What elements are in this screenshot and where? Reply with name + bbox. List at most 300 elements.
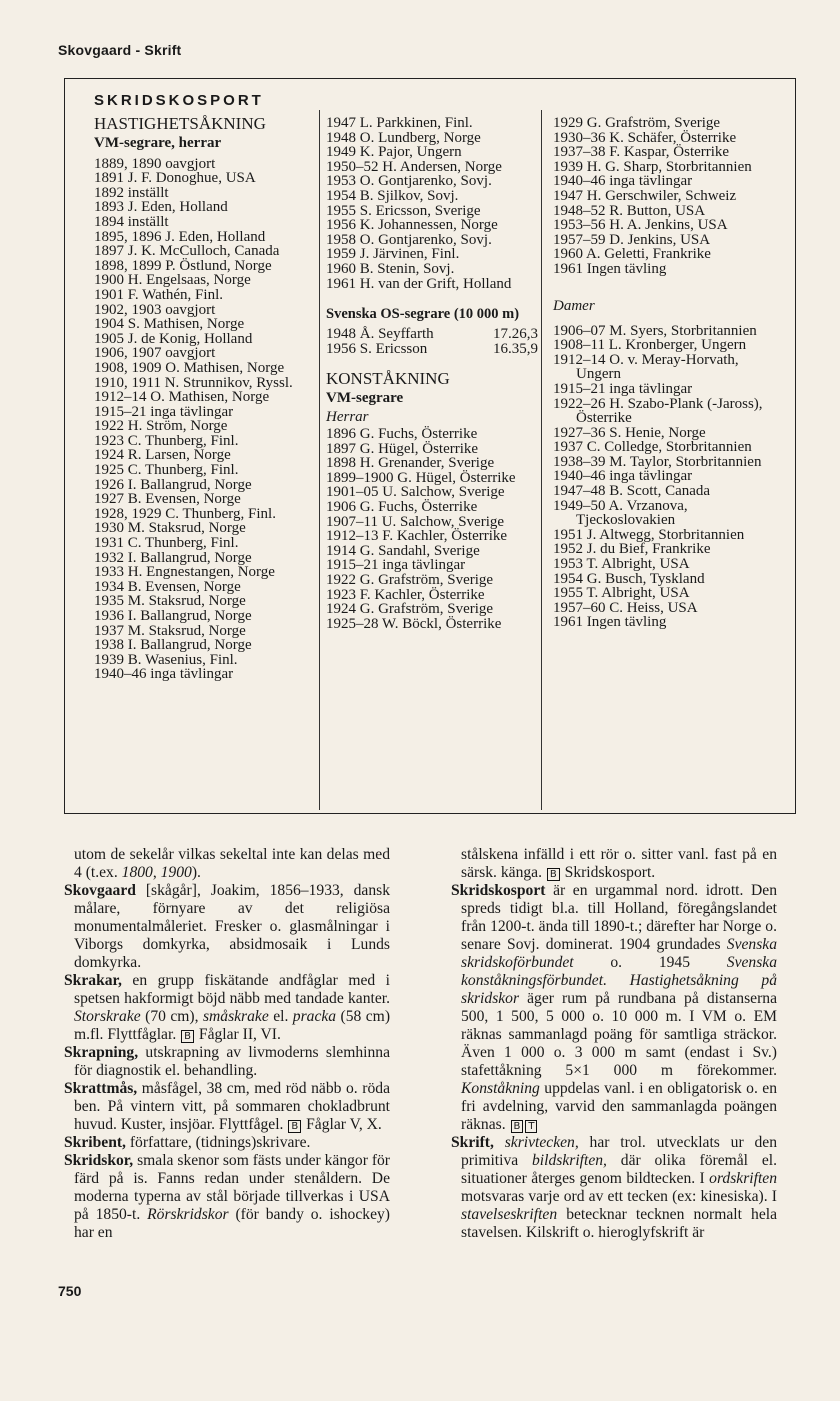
winner-entry: [553, 469, 777, 484]
entry-winner: C. Colledge, Storbritannien: [586, 439, 752, 456]
column-divider: [319, 110, 320, 810]
entry-winner: L. Kronberger, Ungern: [608, 337, 747, 354]
entry-time: 16.35,9: [493, 340, 538, 357]
subheading: VM-segrare, herrar: [94, 134, 222, 151]
winner-entry: [94, 376, 316, 391]
entry-winner: S. Henie, Norge: [609, 424, 706, 441]
entry-year: 1895, 1896: [94, 228, 162, 245]
winner-entry: [94, 346, 316, 361]
entry-year: 1930: [94, 520, 124, 537]
entry-winner: R. Button, USA: [609, 202, 706, 219]
winner-entry: [326, 174, 538, 189]
entry-winner: G. Hügel, Österrike: [359, 440, 479, 457]
winner-entry: [94, 638, 316, 653]
winner-entry: [326, 233, 538, 248]
entry-year: 1959: [326, 246, 356, 263]
entry-skrapning: Skrapning, utskrapning av livmoderns slemhinna för diagnostik el. behandling.: [64, 1044, 390, 1079]
winner-entry: [553, 557, 777, 572]
winner-entry: [94, 273, 316, 288]
entry-winner: B. Evensen, Norge: [127, 491, 241, 508]
entry-year: 1894: [94, 213, 124, 230]
entry-winner: F. Wathén, Finl.: [127, 286, 223, 303]
entry-year: 1929: [553, 115, 583, 131]
entry-year: 1930–36: [553, 129, 606, 146]
winner-entry: [326, 617, 538, 632]
entry-year: 1960: [553, 246, 583, 263]
entry-winner: M. Staksrud, Norge: [127, 520, 246, 537]
entry-winner: H. Engelsaas, Norge: [127, 272, 251, 289]
entry-winner: M. Taylor, Storbritannien: [609, 453, 762, 470]
entry-winner: inga tävlingar: [150, 403, 234, 420]
entry-year: 1940–46: [94, 666, 147, 683]
entry-year: 1931: [94, 535, 124, 552]
entry-year: 1915–21: [553, 380, 606, 397]
winner-entry: [553, 174, 777, 189]
entry-winner: B. Stenin, Sovj.: [359, 260, 455, 277]
entry-year: 1947: [553, 187, 583, 204]
winner-entry: [94, 653, 316, 668]
winner-entry: [94, 478, 316, 493]
entry-year: 1901: [94, 286, 124, 303]
entry-year: 1907–11: [326, 513, 378, 530]
entry-winner: J. Altwegg, Storbritannien: [586, 526, 745, 543]
os-winners-list: [326, 327, 538, 356]
os-heading: Svenska OS-segrare (10 000 m): [326, 306, 520, 323]
entry-year: 1935: [94, 593, 124, 610]
winner-entry: [326, 558, 538, 573]
column-divider: [541, 110, 542, 810]
entry-year: 1953–56: [553, 217, 606, 234]
winner-entry: [553, 145, 777, 160]
entry-winner: I. Ballangrud, Norge: [127, 637, 252, 654]
entry-year: 1937–38: [553, 144, 606, 161]
entry-winner: C. Thunberg, Finl.: [127, 432, 239, 449]
entry-winner: inga tävlingar: [382, 557, 466, 574]
entry-year: 1898, 1899: [94, 257, 162, 274]
picture-reference-icon: B: [511, 1120, 524, 1133]
winner-entry: [553, 218, 777, 233]
winners-list: [326, 116, 538, 291]
winner-entry: [94, 186, 316, 201]
entry-winner: W. Böckl, Österrike: [381, 615, 502, 632]
category-label: Herrar: [326, 409, 369, 426]
picture-reference-icon: B: [288, 1120, 301, 1133]
winner-entry: [553, 189, 777, 204]
entry-winner: oavgjort: [165, 155, 216, 172]
entry-year: 1950–52: [326, 158, 379, 175]
winner-entry: [94, 448, 316, 463]
entry-winner: C. Thunberg, Finl.: [165, 505, 276, 522]
winners-list: [326, 427, 538, 631]
winner-entry: [94, 434, 316, 449]
entry-winner: Ingen tävling: [586, 260, 667, 277]
entry-year: 1933: [94, 564, 124, 581]
entry-winner: inga tävlingar: [609, 173, 693, 190]
entry-year: 1953: [326, 173, 356, 190]
box-title: SKRIDSKOSPORT: [94, 92, 264, 109]
winner-entry: [326, 160, 538, 175]
winner-entry: [553, 160, 777, 175]
entry-winner: inställt: [127, 184, 169, 201]
entry-winner: H. Grenander, Sverige: [359, 455, 495, 472]
entry-year: 1922: [326, 572, 356, 589]
entry-winner: O. Mathisen, Norge: [150, 389, 270, 406]
entry-year: 1906, 1907: [94, 345, 162, 362]
entry-year: 1937: [553, 439, 583, 456]
entry-year: 1912–13: [326, 528, 379, 545]
entry-winner: inga tävlingar: [609, 468, 693, 485]
entry-winner: F. Kachler, Österrike: [382, 528, 508, 545]
entry-year: 1937: [94, 622, 124, 639]
winners-list: [94, 157, 316, 682]
entry-year: 1892: [94, 184, 124, 201]
entry-year: 1926: [94, 476, 124, 493]
running-head: Skovgaard - Skrift: [58, 42, 182, 58]
winner-entry: [326, 588, 538, 603]
winner-entry: [94, 521, 316, 536]
entry-year: 1914: [326, 542, 356, 559]
entry-year: 1940–46: [553, 468, 606, 485]
winners-list: [553, 324, 777, 630]
entry-winner: G. Fuchs, Österrike: [359, 426, 478, 443]
entry-year: 1936: [94, 608, 124, 624]
entry-continuation: stålskena infälld i ett rör o. sitter vanl. fast på en särsk. känga. B Skridskosport.: [461, 846, 777, 881]
entry-year: 1960: [326, 260, 356, 277]
winner-entry: [94, 244, 316, 259]
winner-entry: [326, 247, 538, 262]
winner-entry: [326, 189, 538, 204]
entry-year: 1951: [553, 526, 583, 543]
entry-year: 1893: [94, 199, 124, 216]
entry-winner: C. Thunberg, Finl.: [127, 535, 239, 552]
entry-winner: I. Ballangrud, Norge: [127, 608, 252, 624]
entry-year: 1956: [326, 340, 356, 357]
entry-winner: G. Grafström, Sverige: [359, 601, 494, 618]
entry-winner: I. Ballangrud, Norge: [127, 476, 252, 493]
entry-skridskosport: Skridskosport är en urgammal nord. idrott. Den spreds tidigt bl.a. till Holland, föregångslandet från 1200-t. ända till 1890-t.; därefter har Norge o. senare Sovj. dominerat. 1904 grundades Svenska skridskoförbundet o. 1945 Svenska konståkningsförbundet. Hastighetsåkning på skridskor äger rum på rundbana på distanserna 500, 1 500, 5 000 o. 10 000 m. I VM o. EM räknas sammanlagd poäng för samtliga sträckor. Även 1 000 o. 3 000 m samt (endast i Sv.) stafettåkning 5×1 000 m förekommer. Konståkning uppdelas vanl. i en obligatorisk o. en fri avdelning, varvid den sammanlagda poängen räknas. B T: [451, 882, 777, 1133]
winner-entry: [553, 324, 777, 339]
entry-year: 1901–05: [326, 484, 379, 501]
entry-year: 1952: [553, 541, 583, 558]
winner-entry: [326, 529, 538, 544]
entry-winner: L. Parkkinen, Finl.: [359, 115, 473, 131]
entry-year: 1954: [326, 187, 356, 204]
entry-winner: M. Staksrud, Norge: [127, 622, 246, 639]
entry-skrift: Skrift, skrivtecken, har trol. utvecklats ur den primitiva bildskriften, där olika föremål el. situationer återges genom bildtecken. I ordskriften motsvaras varje ord av ett tecken (ex: kinesiska). I stavelseskriften betecknar tecknen normalt hela stavelsen. Kilskrift o. hieroglyfskrift är: [451, 1134, 777, 1241]
entry-year: 1923: [326, 586, 356, 603]
winner-entry: [94, 171, 316, 186]
os-winner-entry: [326, 327, 538, 342]
entry-year: 1915–21: [326, 557, 379, 574]
winner-entry: [94, 288, 316, 303]
winner-entry: [553, 615, 777, 630]
entry-winner: M. Staksrud, Norge: [127, 593, 246, 610]
winner-entry: [553, 262, 777, 277]
entry-year: 1947–48: [553, 483, 606, 500]
entry-winner: H. Szabo-Plank (-Jaross), Österrike: [576, 395, 763, 427]
winner-entry: [94, 507, 316, 522]
winner-entry: [553, 572, 777, 587]
entry-year: 1927: [94, 491, 124, 508]
entry-winner: J. K. McCulloch, Canada: [127, 243, 280, 260]
entry-skrakar: Skrakar, en grupp fiskätande andfåglar med i spetsen hakformigt böjd näbb med tandade kanter. Storskrake (70 cm), småskrake el. pracka (58 cm) m.fl. Flyttfåglar. B Fåglar II, VI.: [64, 972, 391, 1043]
entry-winner: oavgjort: [165, 345, 216, 362]
entry-winner: O. Lundberg, Norge: [359, 129, 481, 146]
winner-entry: [553, 426, 777, 441]
entry-winner: D. Jenkins, USA: [609, 231, 711, 248]
entry-year: 1938: [94, 637, 124, 654]
winner-entry: [553, 116, 777, 131]
winner-entry: [553, 247, 777, 262]
entry-skribent: Skribent, författare, (tidnings)skrivare.: [64, 1134, 311, 1151]
winner-entry: [94, 317, 316, 332]
entry-year: 1924: [326, 601, 356, 618]
entry-year: 1912–14: [94, 389, 147, 406]
entry-year: 1912–14: [553, 351, 606, 368]
entry-winner: K. Pajor, Ungern: [359, 144, 462, 161]
entry-winner: G. Fuchs, Österrike: [359, 499, 478, 516]
winner-entry: [94, 624, 316, 639]
entry-winner: Ingen tävling: [586, 614, 667, 631]
entry-winner: C. Thunberg, Finl.: [127, 462, 239, 479]
entry-winner: O. Gontjarenko, Sovj.: [359, 173, 492, 190]
entry-year: 1949: [326, 144, 356, 161]
entry-winner: B. Sjilkov, Sovj.: [359, 187, 459, 204]
subheading: VM-segrare: [326, 390, 404, 407]
winner-entry: [94, 565, 316, 580]
category-label: Damer: [553, 297, 595, 314]
entry-year: 1961: [326, 275, 356, 292]
entry-year: 1925–28: [326, 615, 379, 632]
entry-winner: H. G. Sharp, Storbritannien: [586, 158, 752, 175]
entry-winner: F. Kachler, Österrike: [359, 586, 485, 603]
entry-year: 1934: [94, 578, 124, 595]
section-heading: KONSTÅKNING: [326, 369, 450, 389]
entry-year: 1891: [94, 170, 124, 187]
entry-winner: F. Kaspar, Österrike: [609, 144, 730, 161]
table-column-1: [94, 94, 316, 682]
entry-winner: R. Larsen, Norge: [127, 447, 231, 464]
winner-entry: [94, 419, 316, 434]
entry-year: 1949–50: [553, 497, 606, 514]
entry-year: 1897: [94, 243, 124, 260]
entry-year: 1939: [553, 158, 583, 175]
entry-year: 1889, 1890: [94, 155, 162, 172]
entry-winner: T. Albright, USA: [586, 585, 690, 602]
winner-entry: [553, 204, 777, 219]
entry-year: 1915–21: [94, 403, 147, 420]
entry-year: 1896: [326, 426, 356, 443]
winner-entry: [94, 215, 316, 230]
entry-year: 1939: [94, 651, 124, 668]
winner-entry: [326, 456, 538, 471]
entry-winner: U. Salchow, Sverige: [382, 484, 505, 501]
entry-year: 1898: [326, 455, 356, 472]
entry-winner: inga tävlingar: [609, 380, 693, 397]
entry-winner: O. Gontjarenko, Sovj.: [359, 231, 492, 248]
entry-year: 1957–60: [553, 599, 606, 616]
entry-winner: J. Eden, Holland: [127, 199, 228, 216]
winners-list: [553, 116, 777, 277]
entry-winner: K. Johannessen, Norge: [359, 217, 498, 234]
os-winner-entry: [326, 342, 538, 357]
entry-winner: J. F. Donoghue, USA: [127, 170, 256, 187]
picture-reference-icon: B: [547, 868, 560, 881]
entry-year: 1938–39: [553, 453, 606, 470]
winner-entry: [94, 200, 316, 215]
entry-winner: inställt: [127, 213, 169, 230]
winner-entry: [326, 262, 538, 277]
winner-entry: [553, 601, 777, 616]
entry-winner: A. Vrzanova, Tjeckoslovakien: [576, 497, 688, 529]
body-column-right: [451, 846, 777, 1242]
winner-entry: [326, 544, 538, 559]
entry-year: 1922–26: [553, 395, 606, 412]
entry-year: 1928, 1929: [94, 505, 162, 522]
winner-entry: [326, 427, 538, 442]
winner-entry: [326, 442, 538, 457]
winner-entry: [94, 492, 316, 507]
entry-winner: S. Ericsson, Sverige: [359, 202, 481, 219]
body-column-left: [64, 846, 390, 1242]
winner-entry: [326, 204, 538, 219]
entry-year: 1961: [553, 260, 583, 277]
table-column-2: [326, 116, 538, 631]
entry-winner: C. Heiss, USA: [609, 599, 698, 616]
entry-year: 1906: [326, 499, 356, 516]
entry-year: 1948–52: [553, 202, 606, 219]
winner-entry: [553, 440, 777, 455]
winner-entry: [326, 145, 538, 160]
entry-winner: O. Mathisen, Norge: [165, 359, 285, 376]
entry-year: 1958: [326, 231, 356, 248]
entry-winner: G. Hügel, Österrike: [397, 469, 516, 486]
entry-winner: Å. Seyffarth: [359, 325, 434, 342]
winner-entry: [553, 131, 777, 146]
winner-entry: [326, 277, 538, 292]
entry-year: 1925: [94, 462, 124, 479]
entry-year: 1954: [553, 570, 583, 587]
section-heading: HASTIGHETSÅKNING: [94, 113, 266, 133]
winner-entry: [326, 485, 538, 500]
winner-entry: [553, 542, 777, 557]
entry-year: 1940–46: [553, 173, 606, 190]
entry-winner: oavgjort: [165, 301, 216, 318]
entry-year: 1908, 1909: [94, 359, 162, 376]
winner-entry: [326, 602, 538, 617]
entry-year: 1948: [326, 325, 356, 342]
entry-year: 1910, 1911: [94, 374, 161, 391]
winner-entry: [326, 573, 538, 588]
winner-entry: [326, 500, 538, 515]
entry-winner: B. Evensen, Norge: [127, 578, 241, 595]
entry-winner: H. A. Jenkins, USA: [609, 217, 728, 234]
entry-winner: H. Ström, Norge: [127, 418, 228, 435]
winner-entry: [553, 382, 777, 397]
winner-entry: [553, 586, 777, 601]
winner-entry: [94, 594, 316, 609]
entry-year: 1908–11: [553, 337, 605, 354]
winner-entry: [94, 580, 316, 595]
entry-winner: M. Syers, Storbritannien: [609, 322, 757, 339]
entry-year: 1948: [326, 129, 356, 146]
entry-year: 1906–07: [553, 322, 606, 339]
winner-entry: [94, 332, 316, 347]
entry-year: 1953: [553, 556, 583, 573]
entry-year: 1899–1900: [326, 469, 394, 486]
winner-entry: [94, 361, 316, 376]
winner-entry: [94, 536, 316, 551]
winner-entry: [94, 259, 316, 274]
page-number: 750: [58, 1283, 82, 1299]
winner-entry: [94, 667, 316, 682]
winner-entry: [94, 157, 316, 172]
entry-winner: O. v. Meray-Horvath, Ungern: [576, 351, 739, 383]
entry-winner: H. Andersen, Norge: [382, 158, 502, 175]
entry-year: 1922: [94, 418, 124, 435]
winner-entry: [326, 471, 538, 486]
entry-year: 1932: [94, 549, 124, 566]
table-column-3: [553, 116, 777, 630]
entry-winner: T. Albright, USA: [586, 556, 690, 573]
winner-entry: [94, 303, 316, 318]
entry-winner: H. Engnestangen, Norge: [127, 564, 275, 581]
entry-winner: G. Grafström, Sverige: [586, 115, 721, 131]
winner-entry: [94, 390, 316, 405]
entry-winner: G. Busch, Tyskland: [586, 570, 705, 587]
winner-entry: [326, 218, 538, 233]
entry-winner: J. du Bief, Frankrike: [586, 541, 711, 558]
winner-entry: [553, 353, 777, 382]
winner-entry: [553, 233, 777, 248]
entry-year: 1904: [94, 316, 124, 333]
entry-winner: B. Scott, Canada: [609, 483, 711, 500]
winner-entry: [94, 405, 316, 420]
entry-winner: I. Ballangrud, Norge: [127, 549, 252, 566]
entry-year: 1957–59: [553, 231, 606, 248]
entry-skridskor: Skridskor, smala skenor som fästs under kängor för färd på is. Fanns redan under stenåldern. De moderna typerna av stål började tillverkas i USA på 1850-t. Rörskridskor (för bandy o. ishockey) har en: [64, 1152, 391, 1241]
entry-year: 1955: [326, 202, 356, 219]
entry-year: 1947: [326, 115, 356, 131]
winner-entry: [94, 463, 316, 478]
entry-winner: P. Östlund, Norge: [165, 257, 272, 274]
winner-entry: [553, 484, 777, 499]
entry-year: 1897: [326, 440, 356, 457]
entry-year: 1956: [326, 217, 356, 234]
entry-winner: inga tävlingar: [150, 666, 234, 683]
entry-year: 1905: [94, 330, 124, 347]
entry-winner: N. Strunnikov, Ryssl.: [164, 374, 293, 391]
winner-entry: [553, 455, 777, 470]
winner-entry: [94, 551, 316, 566]
winner-entry: [553, 338, 777, 353]
entry-year: 1902, 1903: [94, 301, 162, 318]
entry-winner: J. Järvinen, Finl.: [359, 246, 460, 263]
entry-year: 1927–36: [553, 424, 606, 441]
entry-winner: S. Ericsson: [359, 340, 428, 357]
picture-reference-icon: B: [181, 1030, 194, 1043]
winner-entry: [553, 397, 777, 426]
entry-continuation: utom de sekelår vilkas sekeltal inte kan delas med 4 (t.ex. 1800, 1900).: [74, 846, 390, 881]
winner-entry: [94, 230, 316, 245]
winner-entry: [94, 609, 316, 624]
entry-winner: A. Geletti, Frankrike: [585, 246, 711, 263]
winner-entry: [326, 131, 538, 146]
entry-winner: K. Schäfer, Österrike: [609, 129, 737, 146]
table-reference-icon: T: [525, 1120, 537, 1133]
entry-winner: B. Wasenius, Finl.: [127, 651, 238, 668]
winner-entry: [326, 116, 538, 131]
